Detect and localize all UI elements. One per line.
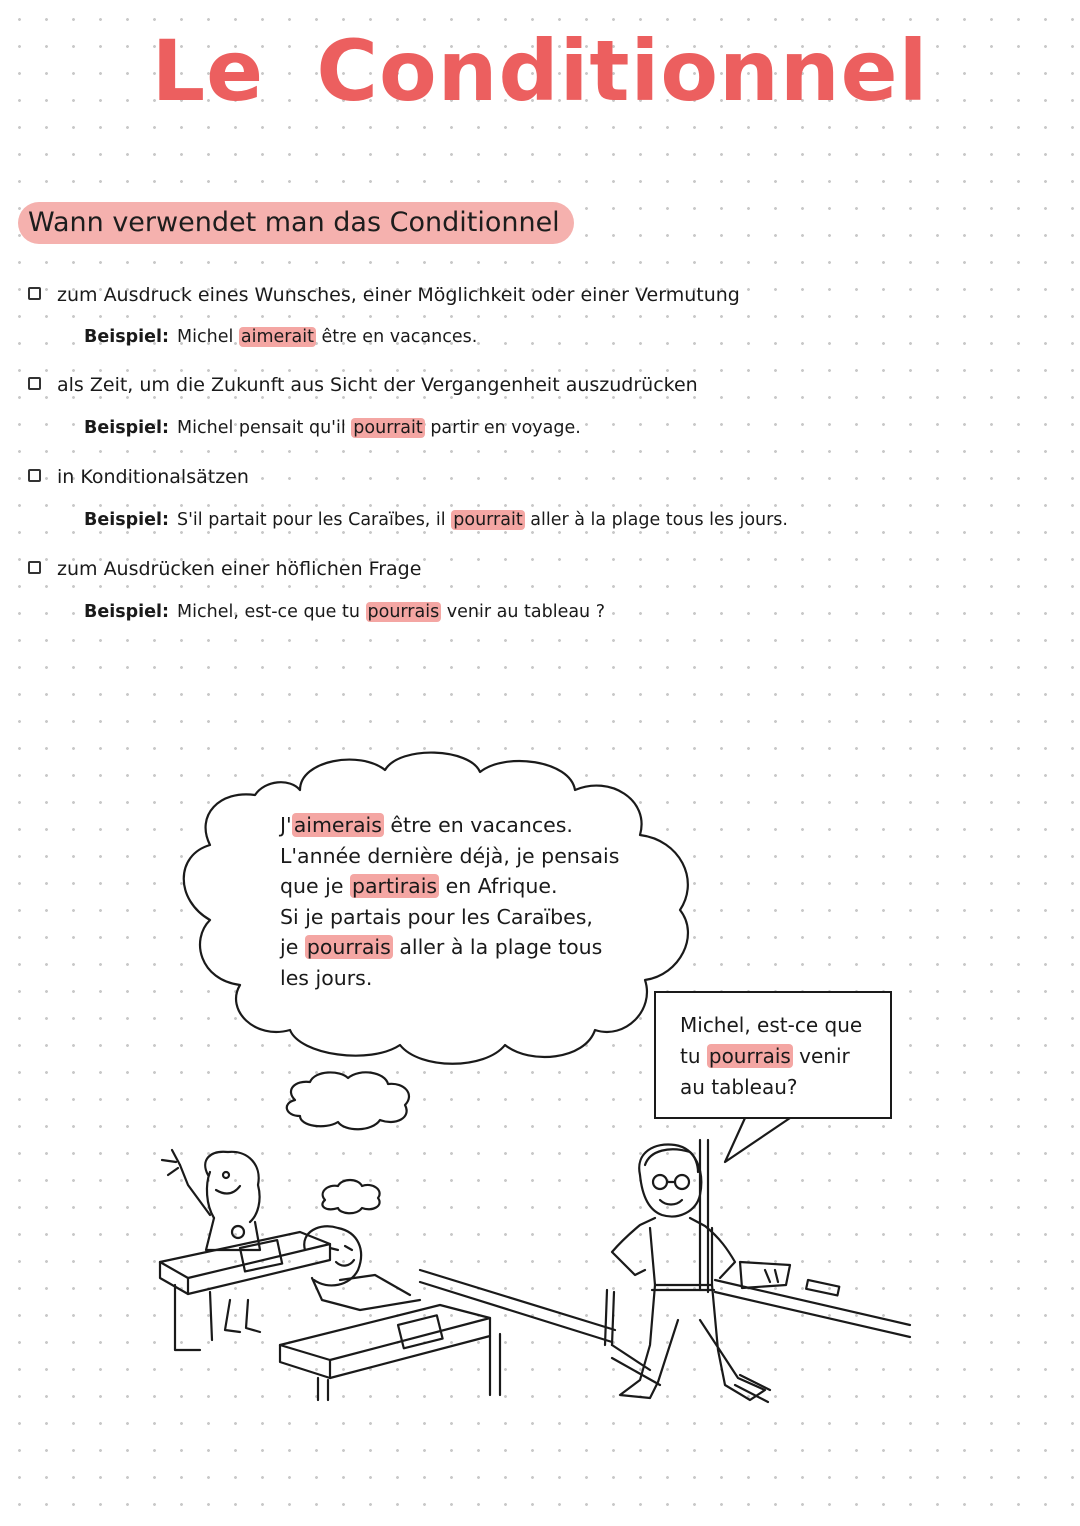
example-label: Beispiel: [84,510,170,530]
example-text-after: partir en voyage. [430,418,581,438]
thought-line: Si je partais pour les Caraïbes, [280,904,593,929]
small-thought-cloud [287,1072,409,1129]
thought-text-part: que je [280,874,350,898]
usage-text: in Konditionalsätzen [57,466,249,488]
thought-line: L'année dernière déjà, je pensais [280,843,620,868]
speech-line: au tableau? [680,1075,798,1099]
example-text-before: Michel, est-ce que tu [177,602,360,622]
speech-bubble-tail [725,1118,790,1162]
student-boy [304,1226,420,1310]
thought-highlight: pourrais [306,935,391,959]
thought-line [280,871,650,902]
example-text-after: venir au tableau ? [446,602,605,622]
speech-line: Michel, est-ce que [680,1013,863,1037]
thought-highlight: partirais [351,874,438,898]
example-label: Beispiel: [84,327,170,347]
thought-line [280,932,650,963]
thought-highlight: aimerais [293,813,382,837]
section-heading: Wann verwendet man das Conditionnel [18,202,574,244]
thought-bubble-text [280,810,650,993]
usage-text: zum Ausdrücken einer höflichen Frage [57,558,422,580]
example-text-before: Michel pensait qu'il [177,418,346,438]
example-text-before: Michel [177,327,234,347]
small-thought-cloud [322,1180,379,1213]
thought-line [280,810,650,841]
speech-bubble-text [680,1010,885,1103]
example-highlight: pourrais [367,602,440,622]
speech-line [680,1041,885,1072]
example-text-after: être en vacances. [321,327,478,347]
thought-text-part: aller à la plage tous [392,935,603,959]
speech-text-part: tu [680,1044,707,1068]
example-label: Beispiel: [84,418,170,438]
thought-text-part: J' [280,813,292,837]
thought-text-part: en Afrique. [439,874,558,898]
desk-back [280,1305,500,1400]
example-highlight: aimerait [240,327,314,347]
thought-text-part: je [280,935,305,959]
thought-line: les jours. [280,965,373,990]
speech-text-part: venir [792,1044,850,1068]
example-text-after: aller à la plage tous les jours. [530,510,788,530]
page-title: Le Conditionnel [151,22,929,120]
example-label: Beispiel: [84,602,170,622]
example-text-before: S'il partait pour les Caraïbes, il [177,510,446,530]
example-highlight: pourrait [453,510,523,530]
speech-highlight: pourrais [708,1044,791,1068]
example-highlight: pourrait [353,418,423,438]
usage-text: als Zeit, um die Zukunft aus Sicht der Vergangenheit auszudrücken [57,374,698,396]
thought-text-part: être en vacances. [383,813,573,837]
usage-text: zum Ausdruck eines Wunsches, einer Möglichkeit oder einer Vermutung [57,284,740,306]
